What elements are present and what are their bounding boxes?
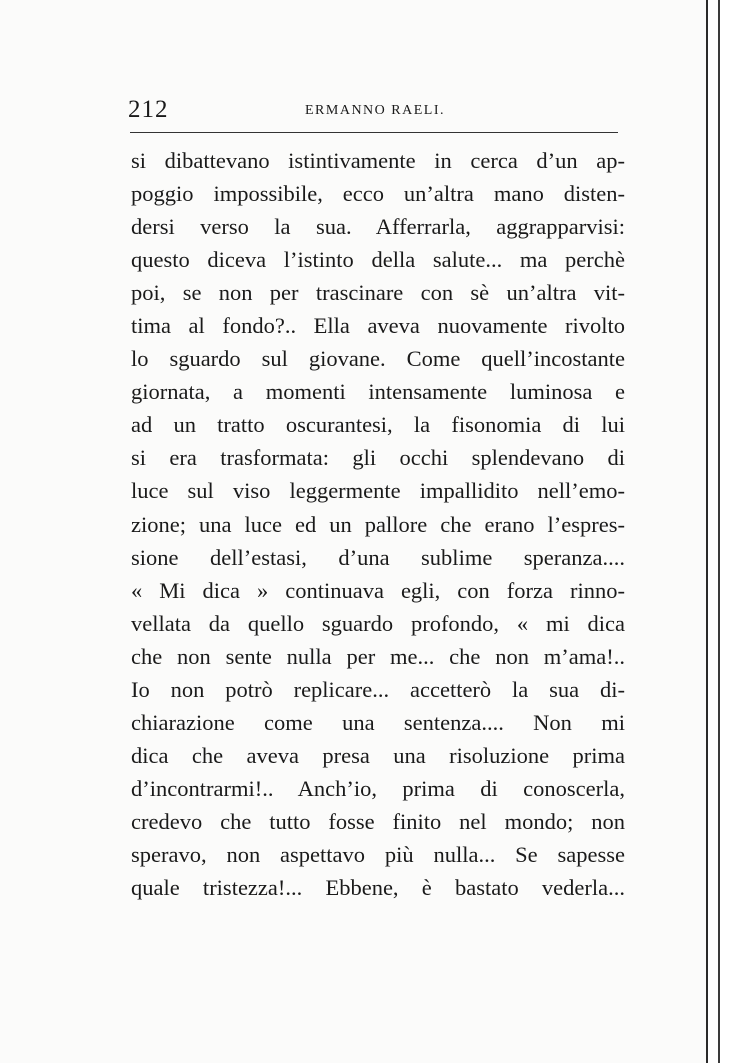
- text-line: dica che aveva presa una risoluzione prima: [131, 742, 625, 768]
- body-text: [131, 144, 625, 904]
- text-line: si dibattevano istintivamente in cerca d’un ap-: [131, 148, 625, 173]
- text-line: sione dell’estasi, d’una sublime speranza....: [131, 544, 625, 570]
- text-line: vellata da quello sguardo profondo, « mi dica: [131, 610, 625, 636]
- page-header: [128, 96, 622, 130]
- text-line: poi, se non per trascinare con sè un’altra vit-: [131, 280, 625, 306]
- text-line: chiarazione come una sentenza.... Non mi: [131, 709, 625, 735]
- text-line: ad un tratto oscurantesi, la fisonomia di lui: [131, 412, 625, 438]
- page-edge: [706, 0, 744, 1063]
- text-line: Io non potrò replicare... accetterò la sua di-: [131, 676, 625, 702]
- text-line: questo diceva l’istinto della salute... ma perchè: [131, 247, 625, 273]
- running-title: ERMANNO RAELI.: [305, 103, 445, 118]
- text-line: giornata, a momenti intensamente luminosa e: [131, 379, 625, 405]
- page-number: 212: [128, 96, 169, 123]
- text-line: che non sente nulla per me... che non m’ama!..: [131, 643, 625, 669]
- text-line: d’incontrarmi!.. Anch’io, prima di conoscerla,: [131, 775, 625, 801]
- text-line: lo sguardo sul giovane. Come quell’incostante: [131, 346, 625, 372]
- text-line: zione; una luce ed un pallore che erano l’espres-: [131, 511, 625, 537]
- text-line: quale tristezza!... Ebbene, è bastato vederla...: [131, 875, 625, 901]
- text-line: « Mi dica » continuava egli, con forza rinno-: [131, 577, 625, 603]
- text-line: dersi verso la sua. Afferrarla, aggrapparvisi:: [131, 214, 625, 240]
- text-line: speravo, non aspettavo più nulla... Se sapesse: [131, 841, 625, 867]
- header-rule: [130, 132, 618, 133]
- text-line: poggio impossibile, ecco un’altra mano disten-: [131, 181, 625, 207]
- text-line: si era trasformata: gli occhi splendevano di: [131, 445, 625, 471]
- text-line: credevo che tutto fosse finito nel mondo; non: [131, 808, 625, 834]
- text-line: tima al fondo?.. Ella aveva nuovamente rivolto: [131, 313, 625, 339]
- page-edge-line: [718, 0, 720, 1063]
- text-line: luce sul viso leggermente impallidito nell’emo-: [131, 478, 625, 504]
